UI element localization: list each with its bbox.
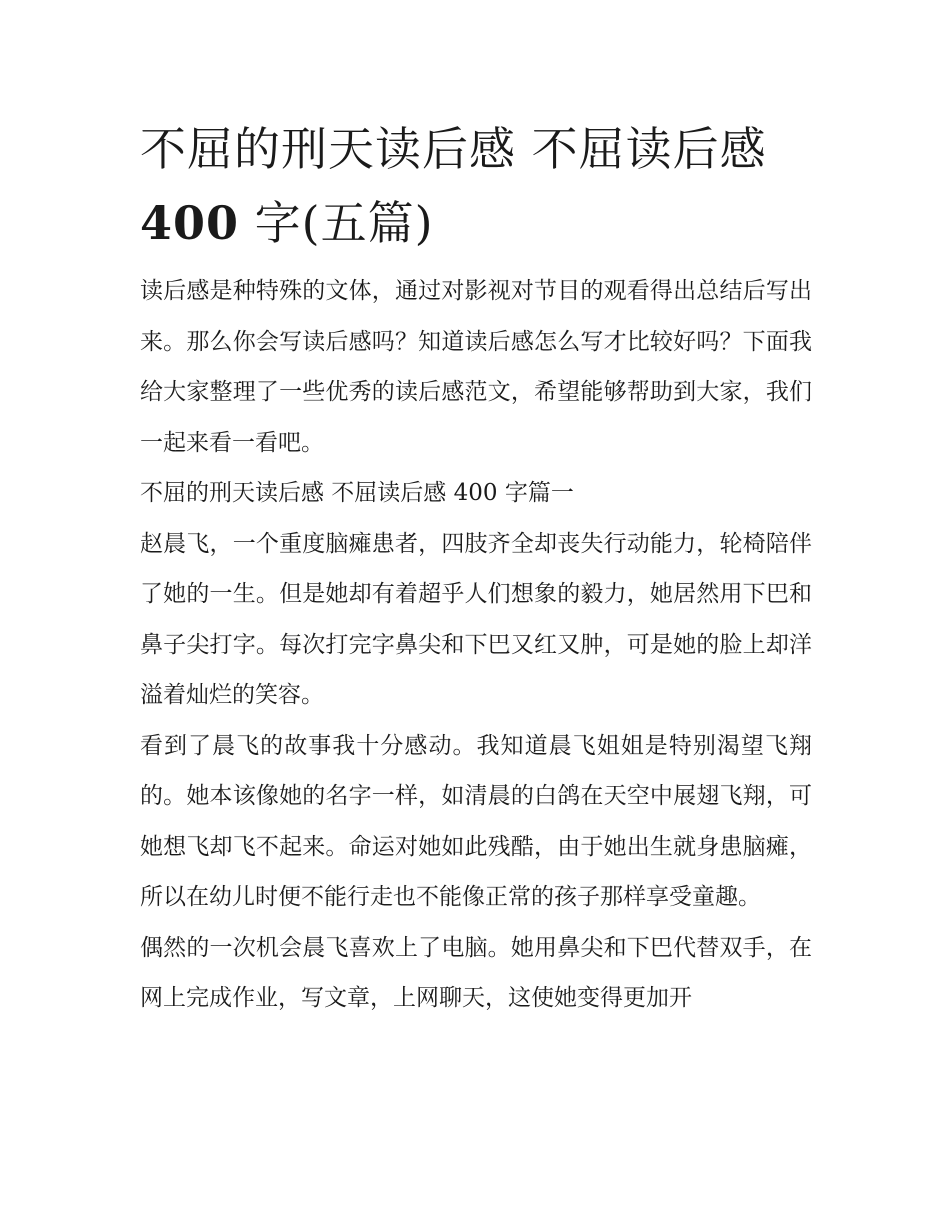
body-paragraph: 看到了晨飞的故事我十分感动。我知道晨飞姐姐是特别渴望飞翔的。她本该像她的名字一样，如清晨的白鸽在天空中展翅飞翔，可她想飞却飞不起来。命运对她如此残酷，由于她出生就身患脑瘫，所以在幼儿时便不能行走也不能像正常的孩子那样享受童趣。 — [140, 732, 812, 910]
title-number: 400 — [140, 196, 240, 250]
title-line-1: 不屈的刑天读后感 不屈读后感 — [140, 122, 767, 176]
body-paragraph: 赵晨飞，一个重度脑瘫患者，四肢齐全却丧失行动能力，轮椅陪伴了她的一生。但是她却有着超乎人们想象的毅力，她居然用下巴和鼻子尖打字。每次打完字鼻尖和下巴又红又肿，可是她的脸上却洋溢着灿烂的笑容。 — [140, 530, 812, 708]
document-page — [140, 112, 812, 1024]
document-title — [140, 112, 812, 260]
title-line-2 — [140, 186, 812, 260]
body-paragraph: 偶然的一次机会晨飞喜欢上了电脑。她用鼻尖和下巴代替双手，在网上完成作业，写文章，上网聊天，这使她变得更加开 — [140, 934, 812, 1011]
intro-paragraph: 读后感是种特殊的文体，通过对影视对节目的观看得出总结后写出来。那么你会写读后感吗？知道读后感怎么写才比较好吗？下面我给大家整理了一些优秀的读后感范文，希望能够帮助到大家，我们一起来看一看吧。 — [140, 278, 812, 456]
title-suffix: 字(五篇) — [239, 196, 434, 250]
section-heading: 不屈的刑天读后感 不屈读后感 400 字篇一 — [140, 480, 574, 506]
